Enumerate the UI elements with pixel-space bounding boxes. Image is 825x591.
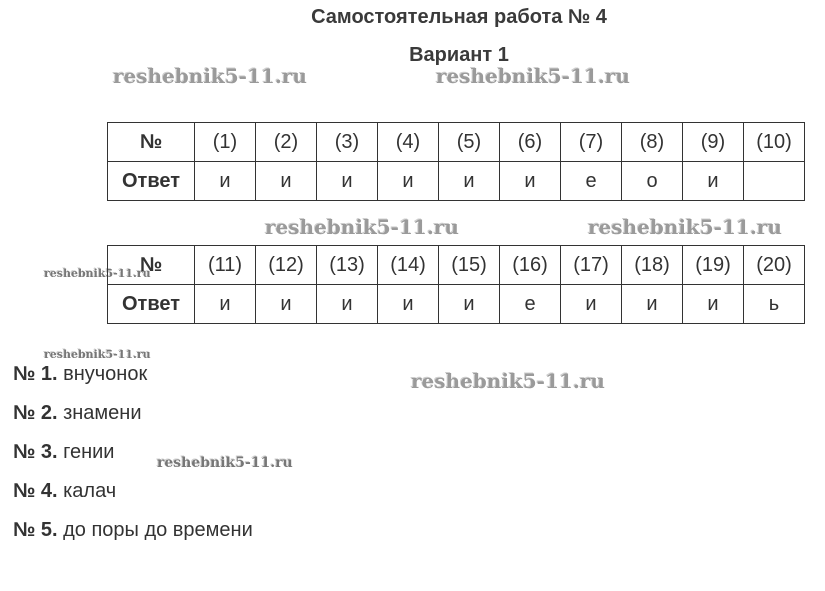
table-cell-answer: и (317, 162, 378, 201)
table-cell-number: (7) (561, 123, 622, 162)
watermark: reshebnik5-11.ru (436, 64, 630, 88)
table-cell-answer: о (622, 162, 683, 201)
table-cell-answer (744, 162, 805, 201)
table-cell-number: (12) (256, 246, 317, 285)
table-cell-answer: и (683, 285, 744, 324)
task-item-2 (13, 402, 142, 425)
table-cell-number: (4) (378, 123, 439, 162)
table-cell-answer: и (378, 285, 439, 324)
number-header: № (108, 246, 195, 285)
table-cell-answer: и (439, 162, 500, 201)
page-title: Самостоятельная работа № 4 (311, 6, 607, 28)
table-cell-answer: е (500, 285, 561, 324)
table-cell-number: (19) (683, 246, 744, 285)
task-answer: гении (63, 441, 115, 463)
task-answer: до поры до времени (63, 519, 253, 541)
table-cell-number: (20) (744, 246, 805, 285)
table-cell-number: (15) (439, 246, 500, 285)
table-cell-number: (8) (622, 123, 683, 162)
task-answer: внучонок (63, 363, 148, 385)
table-cell-answer: и (500, 162, 561, 201)
table-cell-number: (10) (744, 123, 805, 162)
table-cell-answer: и (561, 285, 622, 324)
watermark: reshebnik5-11.ru (44, 267, 151, 280)
table-cell-number: (1) (195, 123, 256, 162)
table-cell-number: (17) (561, 246, 622, 285)
table-cell-answer: и (256, 285, 317, 324)
table-row-numbers (108, 246, 805, 285)
table-cell-number: (11) (195, 246, 256, 285)
task-item-4 (13, 480, 116, 503)
watermark: reshebnik5-11.ru (265, 215, 459, 239)
task-number: № 5. (13, 519, 58, 541)
table-cell-answer: и (683, 162, 744, 201)
watermark: reshebnik5-11.ru (157, 455, 293, 471)
table-row-numbers (108, 123, 805, 162)
task-item-3 (13, 441, 114, 464)
answer-table-1 (107, 122, 805, 201)
variant-title: Вариант 1 (409, 44, 509, 66)
table-cell-number: (6) (500, 123, 561, 162)
task-answer: калач (63, 480, 117, 502)
table-cell-answer: и (622, 285, 683, 324)
table-row-answers (108, 162, 805, 201)
table-cell-number: (9) (683, 123, 744, 162)
task-item-1 (13, 363, 147, 386)
table-cell-answer: и (195, 285, 256, 324)
table-cell-number: (16) (500, 246, 561, 285)
watermark: reshebnik5-11.ru (44, 348, 151, 361)
task-number: № 1. (13, 363, 58, 385)
table-cell-answer: и (195, 162, 256, 201)
table-row-answers (108, 285, 805, 324)
answer-header: Ответ (108, 285, 195, 324)
table-cell-number: (13) (317, 246, 378, 285)
answer-header: Ответ (108, 162, 195, 201)
task-number: № 4. (13, 480, 58, 502)
table-cell-answer: и (256, 162, 317, 201)
table-cell-number: (3) (317, 123, 378, 162)
task-number: № 3. (13, 441, 58, 463)
task-number: № 2. (13, 402, 58, 424)
table-cell-answer: и (439, 285, 500, 324)
table-cell-answer: и (378, 162, 439, 201)
table-cell-number: (5) (439, 123, 500, 162)
task-answer: знамени (63, 402, 142, 424)
watermark: reshebnik5-11.ru (411, 369, 605, 393)
watermark: reshebnik5-11.ru (588, 215, 782, 239)
table-cell-answer: е (561, 162, 622, 201)
table-cell-number: (2) (256, 123, 317, 162)
table-cell-number: (18) (622, 246, 683, 285)
watermark: reshebnik5-11.ru (113, 64, 307, 88)
table-cell-answer: и (317, 285, 378, 324)
table-cell-number: (14) (378, 246, 439, 285)
task-item-5 (13, 519, 253, 542)
number-header: № (108, 123, 195, 162)
table-cell-answer: ь (744, 285, 805, 324)
answer-table-2 (107, 245, 805, 324)
